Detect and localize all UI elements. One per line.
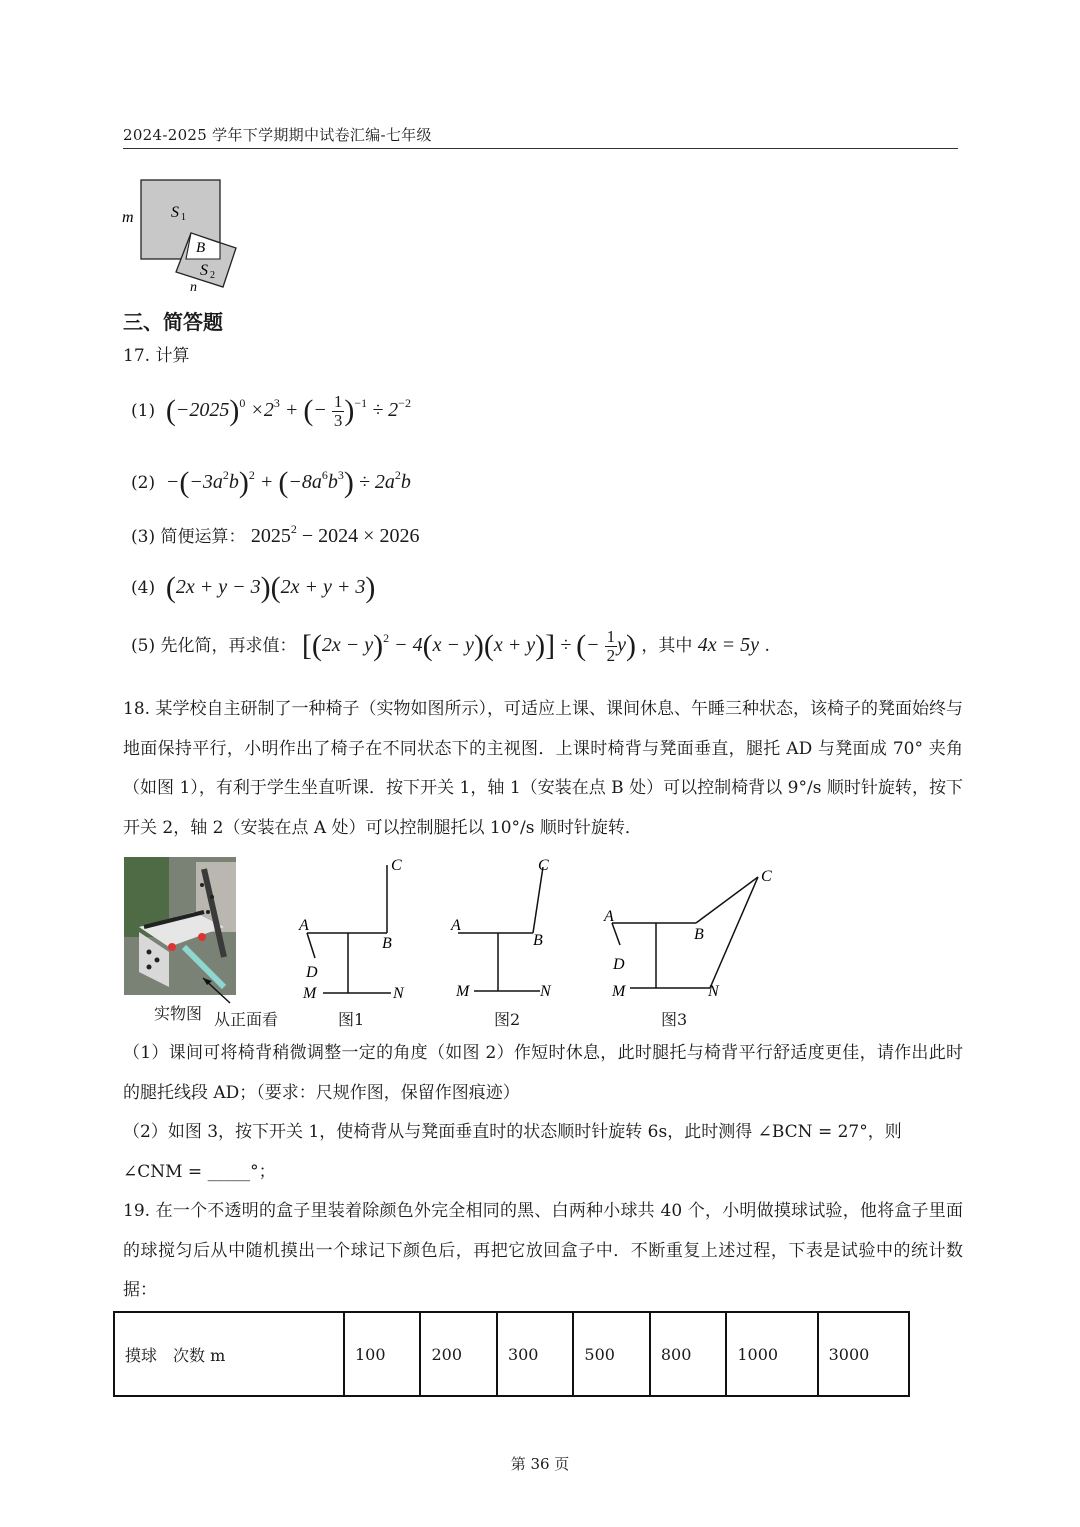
squares-figure xyxy=(118,175,248,295)
figure-3 xyxy=(600,860,785,1005)
q18-sub1: （1）课间可将椅背稍微调整一定的角度（如图 2）作短时休息，此时腿托与椅背平行舒适度更佳，请作出此时的腿托线段 AD；（要求：尺规作图，保留作图痕迹） xyxy=(123,1043,963,1103)
table-header-cell: 摸球 次数 m xyxy=(114,1312,344,1396)
section-title: 三、简答题 xyxy=(123,310,223,334)
table-cell: 100 xyxy=(344,1312,420,1396)
svg-text:A: A xyxy=(604,908,614,925)
table-cell: 300 xyxy=(497,1312,573,1396)
label-s2-sub: 2 xyxy=(210,270,215,281)
svg-text:M: M xyxy=(456,983,470,1000)
svg-text:N: N xyxy=(540,983,551,1000)
q17-item-2: $(2) -(-3a^2b)^2 + (-8a^6b^3) \div 2a^2b$ xyxy=(131,466,411,499)
svg-text:C: C xyxy=(538,857,549,874)
table-row xyxy=(114,1312,909,1396)
svg-text:B: B xyxy=(382,935,392,952)
svg-text:D: D xyxy=(306,964,318,981)
header-divider xyxy=(123,148,958,149)
svg-text:C: C xyxy=(391,857,402,874)
q17-item-4: (4) (2x + y − 3)(2x + y + 3) xyxy=(131,571,376,604)
caption-front-view: 从正面看 xyxy=(214,1010,279,1029)
table-cell: 1000 xyxy=(726,1312,817,1396)
q17-item-3: (3) 简便运算： $2025^2 - 2024 \times 2026$ xyxy=(131,522,420,547)
svg-text:N: N xyxy=(708,983,719,1000)
figure-1 xyxy=(295,853,420,1003)
label-s2: S xyxy=(200,262,208,279)
q18-sub2-answer: ∠CNM = _____°； xyxy=(123,1162,276,1182)
label-n: n xyxy=(190,280,197,295)
svg-text:A: A xyxy=(451,917,461,934)
svg-text:C: C xyxy=(761,868,772,885)
caption-photo: 实物图 xyxy=(154,1004,203,1023)
caption-fig2: 图2 xyxy=(494,1010,521,1029)
svg-text:M: M xyxy=(612,983,626,1000)
svg-text:B: B xyxy=(533,932,543,949)
svg-text:B: B xyxy=(694,926,704,943)
q17-title: 17. 计算 xyxy=(123,346,190,366)
svg-text:D: D xyxy=(613,956,625,973)
label-b: B xyxy=(196,240,206,256)
figure-2 xyxy=(448,853,563,1003)
q17-item-1: (1) $(-2025)^0 \times 2^3$ + (− $\frac{1}{3}$ )$^{-1} \div 2^{-2}$ xyxy=(131,392,411,430)
q18-paragraph: 18. 某学校自主研制了一种椅子（实物如图所示），可适应上课、课间休息、午睡三种状态，该椅子的凳面始终与地面保持平行，小明作出了椅子在不同状态下的主视图．上课时椅背与凳面垂直，腿托 AD 与凳面成 70° 夹角（如图 1），有利于学生坐直听课．按下开关 1，轴 1（安装在点 B 处）可以控制椅背以 9°/s 顺时针旋转，按下开关 2，轴 2（安装在点 A 处）可以控制腿托以 10°/s 顺时针旋转． xyxy=(123,699,963,838)
label-s1-sub: 1 xyxy=(181,212,186,223)
label-m: m xyxy=(122,209,134,226)
table-cell: 800 xyxy=(650,1312,726,1396)
view-arrow xyxy=(200,975,240,1005)
page-header: 2024-2025 学年下学期期中试卷汇编-七年级 xyxy=(123,126,432,144)
stats-table xyxy=(113,1311,910,1397)
label-s1: S xyxy=(171,204,179,221)
table-cell: 200 xyxy=(420,1312,496,1396)
svg-text:A: A xyxy=(299,917,309,934)
q18-sub2: （2）如图 3，按下开关 1，使椅背从与凳面垂直时的状态顺时针旋转 6s，此时测得 ∠BCN = 27°，则 xyxy=(123,1122,902,1142)
page-number: 第 36 页 xyxy=(510,1455,570,1473)
q17-item-5: (5) 先化简，再求值： $[(2x - y)^2 - 4(x - y)(x + y)]$ ÷ (− $\frac{1}{2}$ y) ，其中 4x = 5y . xyxy=(131,627,770,665)
svg-text:N: N xyxy=(393,985,404,1002)
table-cell: 500 xyxy=(573,1312,649,1396)
q19-paragraph: 19. 在一个不透明的盒子里装着除颜色外完全相同的黑、白两种小球共 40 个，小明做摸球试验，他将盒子里面的球搅匀后从中随机摸出一个球记下颜色后，再把它放回盒子中．不断重复上述过程，下表是试验中的统计数据： xyxy=(123,1201,963,1300)
caption-fig1: 图1 xyxy=(338,1010,365,1029)
caption-fig3: 图3 xyxy=(661,1010,688,1029)
table-cell: 3000 xyxy=(818,1312,909,1396)
svg-text:M: M xyxy=(303,985,317,1002)
